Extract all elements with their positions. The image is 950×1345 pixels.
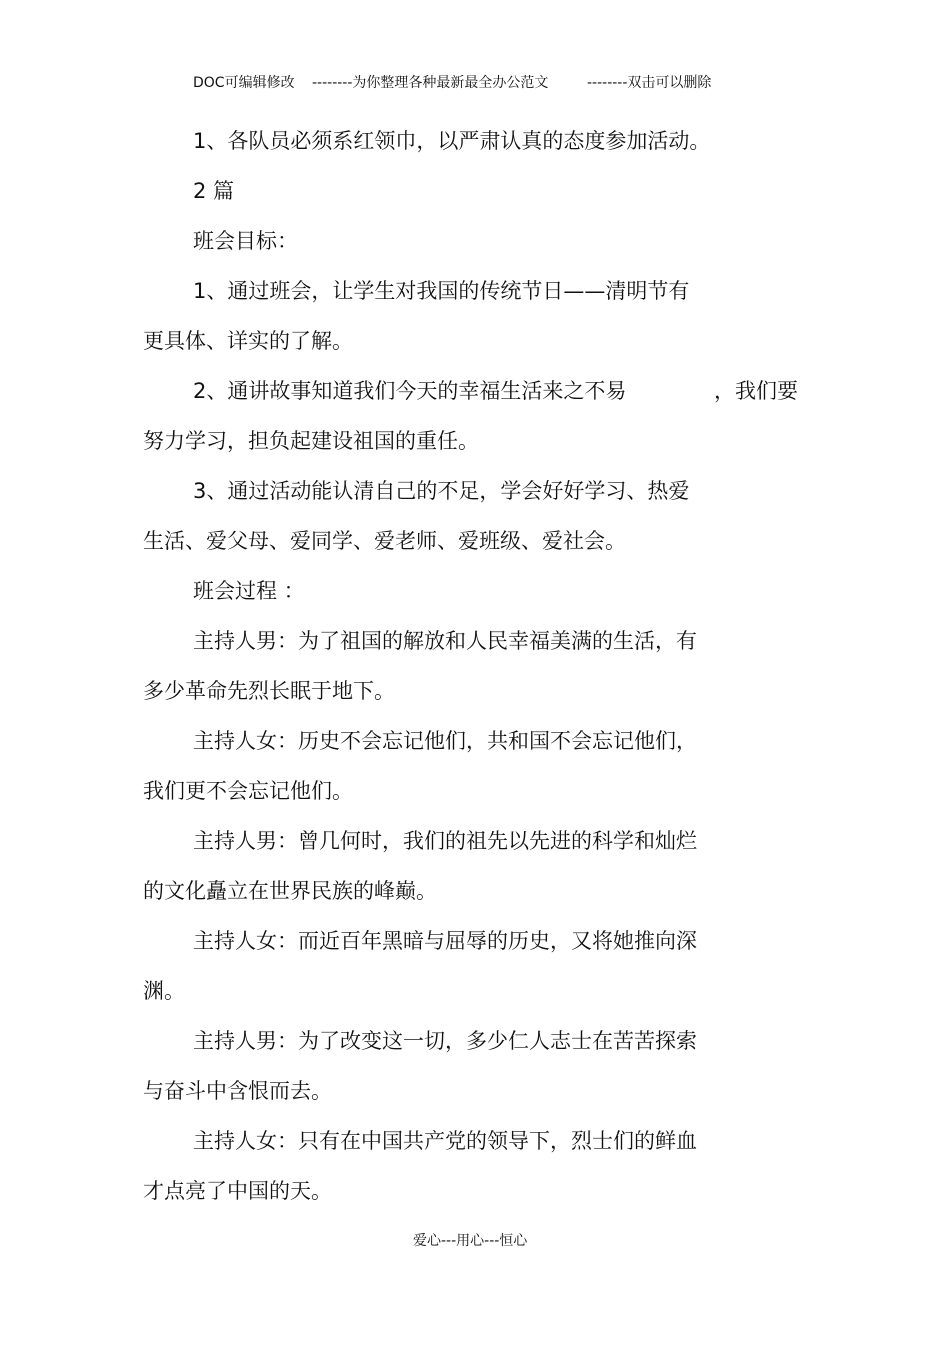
page-header (0, 72, 950, 136)
header-delete-hint: --------双击可以删除 (587, 75, 712, 91)
body-line: 努力学习，担负起建设祖国的重任。 (143, 429, 479, 453)
body-line: 3、通过活动能认清自己的不足，学会好好学习、热爱 (193, 479, 690, 503)
dialogue-line: 我们更不会忘记他们。 (143, 779, 353, 803)
header-doc-label: DOC可编辑修改 (193, 75, 295, 91)
section-heading: 班会目标： (193, 229, 298, 253)
dialogue-line: 与奋斗中含恨而去。 (143, 1079, 332, 1103)
body-line: 2、通讲故事知道我们今天的幸福生活来之不易 (193, 379, 627, 403)
body-line: 1、通过班会，让学生对我国的传统节日——清明节有 (193, 279, 690, 303)
dialogue-line: 多少革命先烈长眠于地下。 (143, 679, 395, 703)
dialogue-line: 主持人男：为了祖国的解放和人民幸福美满的生活，有 (193, 629, 697, 653)
body-line: 1、各队员必须系红领巾，以严肃认真的态度参加活动。 (193, 129, 711, 153)
body-line: 更具体、详实的了解。 (143, 329, 353, 353)
section-heading: 班会过程 ： (193, 579, 305, 603)
dialogue-line: 渊。 (143, 979, 185, 1003)
dialogue-line: 主持人女：历史不会忘记他们，共和国不会忘记他们， (193, 729, 697, 753)
dialogue-line: 主持人女：只有在中国共产党的领导下，烈士们的鲜血 (193, 1129, 697, 1153)
dialogue-line: 主持人男：曾几何时，我们的祖先以先进的科学和灿烂 (193, 829, 697, 853)
dialogue-line: 主持人男：为了改变这一切，多少仁人志士在苦苦探索 (193, 1029, 697, 1053)
header-tagline: --------为你整理各种最新最全办公范文 (312, 75, 549, 91)
page-footer: 爱心---用心---恒心 (413, 1233, 528, 1249)
dialogue-line: 的文化矗立在世界民族的峰巅。 (143, 879, 437, 903)
dialogue-line: 主持人女：而近百年黑暗与屈辱的历史，又将她推向深 (193, 929, 697, 953)
dialogue-line: 才点亮了中国的天。 (143, 1179, 332, 1203)
section-number: 2 篇 (193, 179, 235, 203)
body-line-tail: ，我们要 (714, 379, 798, 403)
body-line: 生活、爱父母、爱同学、爱老师、爱班级、爱社会。 (143, 529, 626, 553)
